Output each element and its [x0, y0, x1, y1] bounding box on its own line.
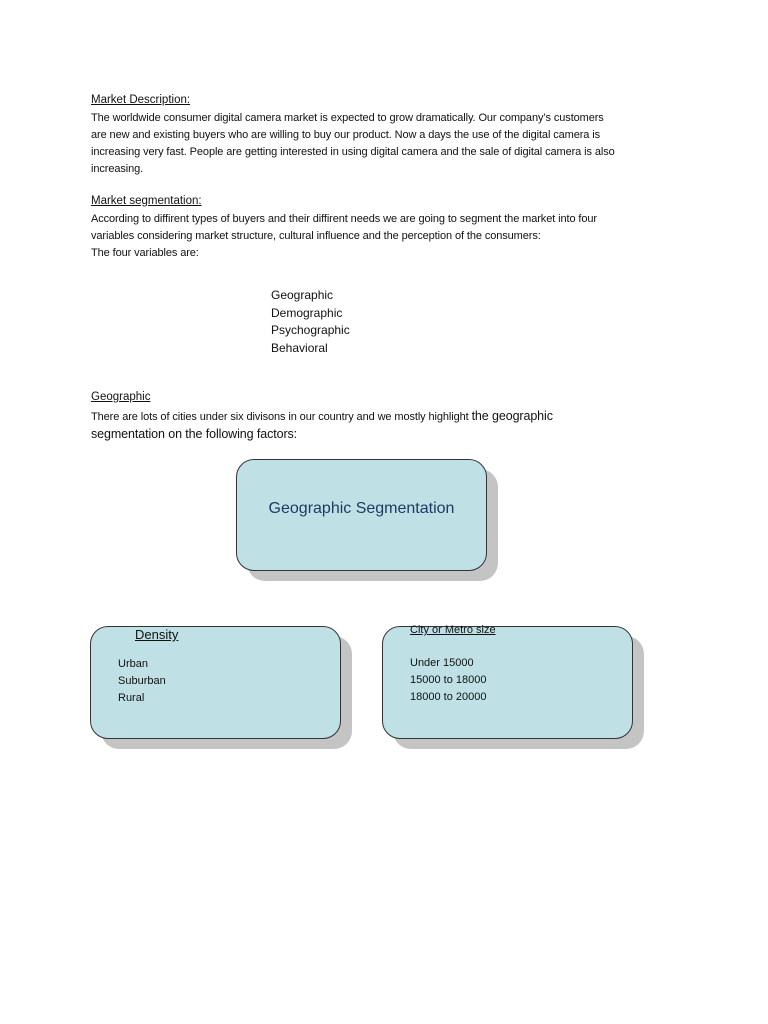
paragraph-line: segmentation on the following factors:: [91, 427, 298, 441]
list-item: Rural: [118, 692, 145, 704]
paragraph-text: There are lots of cities under six divisons in our country and we mostly highlight: [91, 411, 472, 423]
paragraph-line: The four variables are:: [91, 247, 199, 259]
market-description-paragraph: [91, 110, 681, 178]
paragraph-text-large: the geographic: [471, 409, 553, 423]
market-description-heading: Market Description:: [91, 94, 191, 106]
paragraph-line: According to diffirent types of buyers and their diffirent needs we are going to segment the market into four: [91, 213, 597, 225]
geographic-heading: Geographic: [91, 391, 151, 403]
variable-item: Behavioral: [271, 340, 328, 355]
paragraph-line: increasing very fast. People are getting interested in using digital camera and the sale of digital camera is also: [91, 146, 615, 158]
list-item: 15000 to 18000: [410, 674, 487, 686]
density-box: [90, 626, 341, 739]
city-size-list: [410, 655, 486, 706]
density-title: Density: [135, 627, 179, 642]
variable-item: Psychographic: [271, 323, 350, 337]
list-item: 18000 to 20000: [410, 691, 487, 703]
paragraph-line: increasing.: [91, 163, 144, 175]
market-segmentation-heading: Market segmentation:: [91, 195, 202, 207]
paragraph-line: variables considering market structure, cultural influence and the perception of the consumers:: [91, 230, 541, 242]
list-item: Under 15000: [410, 657, 474, 669]
diagram-root-title: Geographic Segmentation: [268, 500, 455, 517]
market-segmentation-paragraph: [91, 211, 681, 262]
paragraph-line: are new and existing buyers who are willing to buy our product. Now a days the use of the digital camera is: [91, 129, 601, 141]
geographic-paragraph: [91, 408, 681, 443]
city-size-title: City or Metro size: [410, 624, 496, 636]
variables-list: [271, 287, 350, 357]
geographic-segmentation-box: [236, 459, 487, 571]
paragraph-line: [91, 408, 681, 426]
city-size-box: [382, 626, 633, 739]
list-item: Suburban: [118, 675, 166, 687]
variable-item: Demographic: [271, 305, 343, 320]
density-list: [118, 656, 166, 707]
variable-item: Geographic: [271, 288, 334, 302]
paragraph-line: The worldwide consumer digital camera market is expected to grow dramatically. Our company’s customers: [91, 112, 604, 124]
list-item: Urban: [118, 658, 148, 670]
